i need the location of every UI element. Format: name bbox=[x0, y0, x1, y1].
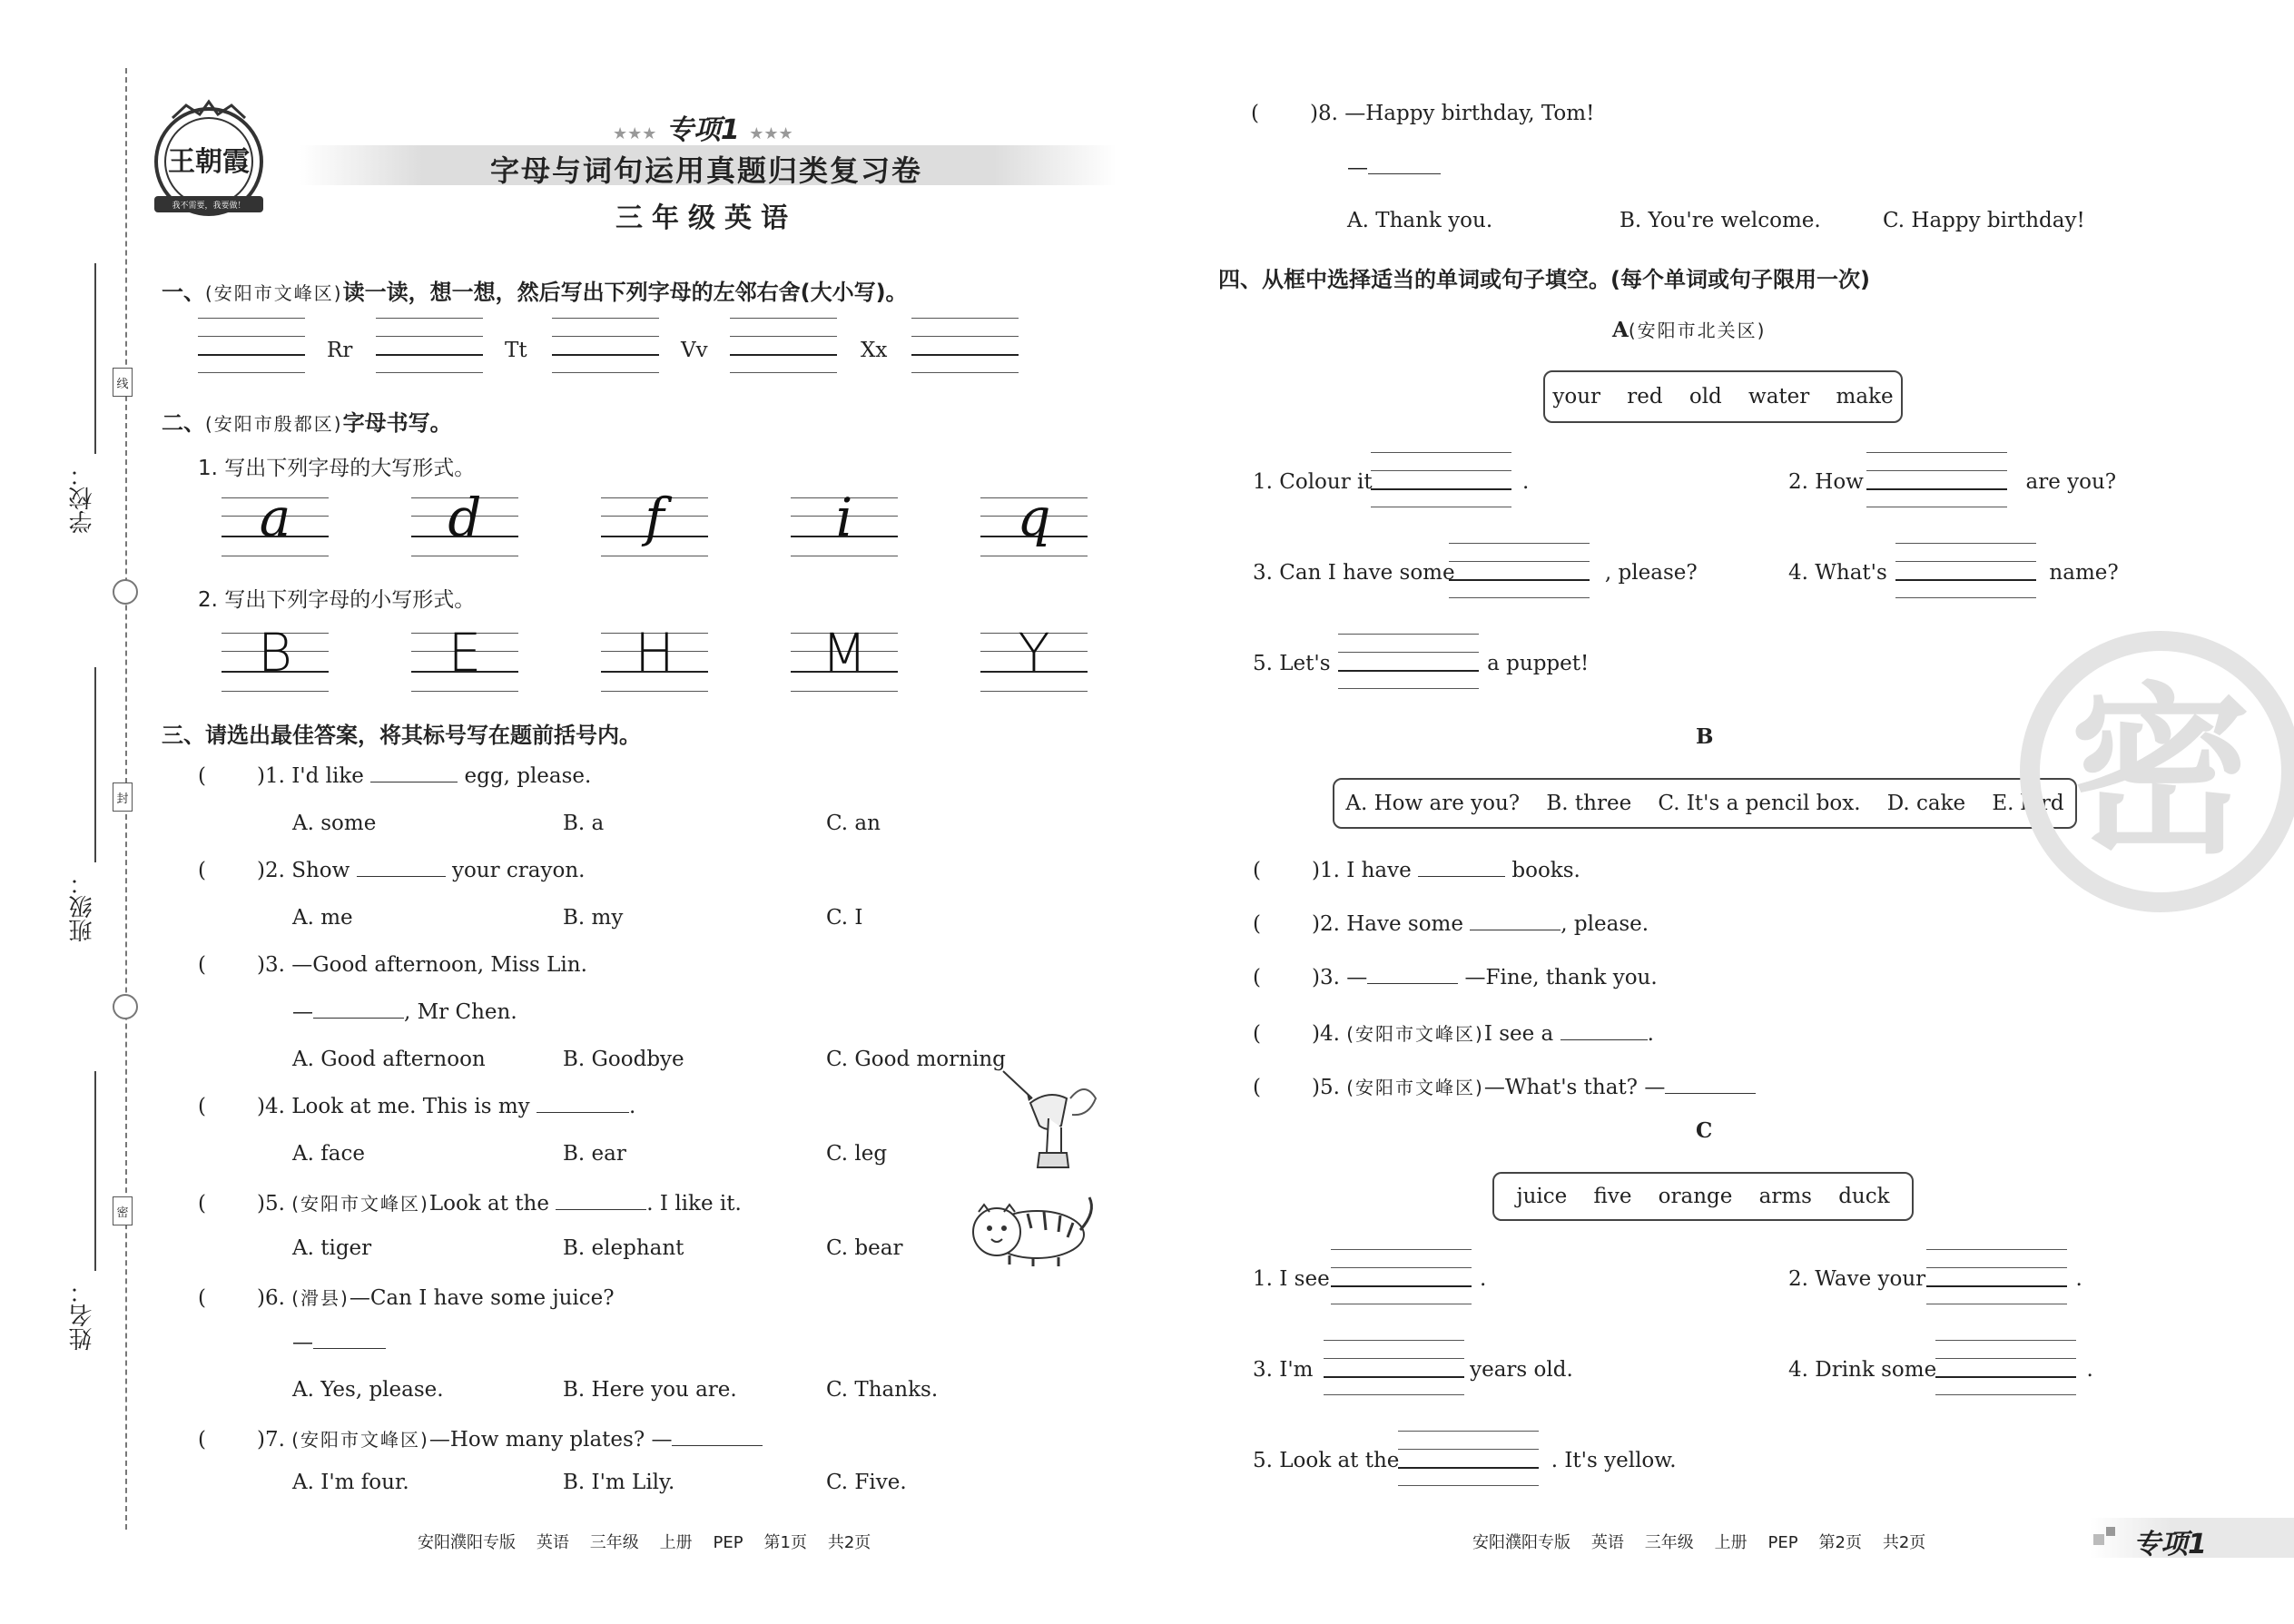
choice-item: ( )2. Have some , please. bbox=[1253, 912, 1649, 936]
question-7: ( )7. (安阳市文峰区)—How many plates? — bbox=[198, 1425, 763, 1452]
region-tag: (安阳市北关区) bbox=[1628, 320, 1767, 341]
letter-writing-lines[interactable]: Y bbox=[980, 633, 1088, 693]
option[interactable]: A. I'm four. bbox=[292, 1471, 409, 1494]
option[interactable]: A. Thank you. bbox=[1347, 209, 1493, 232]
choice-item: ( )4. (安阳市文峰区)I see a . bbox=[1253, 1022, 1654, 1046]
fill-item: 1. I see . bbox=[1253, 1267, 1487, 1291]
option[interactable]: A. some bbox=[292, 812, 377, 835]
name-label: 姓名： bbox=[69, 1280, 96, 1351]
star-icon: ★★★ bbox=[749, 124, 793, 143]
option[interactable]: A. Yes, please. bbox=[292, 1378, 444, 1402]
school-label: 学校： bbox=[69, 463, 96, 534]
margin-mark: 封 bbox=[113, 782, 133, 812]
region-tag: (安阳市文峰区) bbox=[291, 1193, 429, 1215]
question-2: ( )2. Show your crayon. bbox=[198, 859, 586, 882]
section2-instruction: 字母书写。 bbox=[342, 410, 452, 436]
region-tag: (安阳市殷都区) bbox=[205, 413, 343, 435]
section2-q1: 1. 写出下列字母的大写形式。 bbox=[198, 457, 476, 480]
answer-blank[interactable] bbox=[313, 1348, 386, 1349]
logo-subtext: 我不需要，我要做！ bbox=[172, 202, 246, 211]
series-heading bbox=[613, 107, 793, 147]
margin-hole-icon bbox=[113, 579, 138, 605]
fill-item: 2. How are you? bbox=[1788, 470, 2117, 494]
answer-blank[interactable] bbox=[556, 1209, 646, 1210]
badge-square-icon bbox=[2093, 1534, 2104, 1545]
leg-picture-icon bbox=[994, 1062, 1103, 1176]
logo-text: 王朝霞 bbox=[168, 146, 250, 178]
series-number: 1 bbox=[720, 114, 740, 146]
fill-item: 2. Wave your . bbox=[1788, 1267, 2082, 1291]
letter-writing-lines[interactable]: B bbox=[222, 633, 329, 693]
option[interactable]: C. Thanks. bbox=[826, 1378, 939, 1402]
class-underline bbox=[94, 667, 96, 862]
option[interactable]: C. I bbox=[826, 906, 863, 930]
section2-heading bbox=[162, 405, 452, 437]
answer-lines[interactable] bbox=[730, 318, 837, 372]
letter-pair: Vv bbox=[681, 339, 708, 362]
region-tag: (滑县) bbox=[291, 1287, 350, 1309]
section1-number: 一、 bbox=[162, 280, 205, 305]
option[interactable]: B. You're welcome. bbox=[1620, 209, 1821, 232]
letter-writing-lines[interactable]: i bbox=[791, 497, 898, 557]
paper-subtitle: 三年级英语 bbox=[615, 202, 797, 234]
school-underline bbox=[94, 263, 96, 454]
option[interactable]: A. face bbox=[292, 1142, 365, 1166]
star-icon: ★★★ bbox=[613, 124, 657, 143]
section3-heading: 三、请选出最佳答案，将其标号写在题前括号内。 bbox=[162, 723, 641, 748]
option[interactable]: C. leg bbox=[826, 1142, 888, 1166]
fill-item: 5. Look at the . It's yellow. bbox=[1253, 1449, 1677, 1472]
question-8: ( )8. —Happy birthday, Tom! bbox=[1251, 102, 1595, 125]
region-tag: (安阳市文峰区) bbox=[291, 1429, 429, 1451]
part-c-label: C bbox=[1696, 1118, 1713, 1143]
letter-pair: Tt bbox=[505, 339, 527, 362]
margin-mark: 线 bbox=[113, 368, 133, 397]
footer-badge bbox=[2090, 1518, 2294, 1558]
option-bank-b: A. How are you? B. three C. It's a pencil box. D. cake E. bird bbox=[1333, 778, 2077, 829]
option[interactable]: C. bear bbox=[826, 1236, 903, 1260]
section1-heading bbox=[162, 274, 908, 306]
option[interactable]: C. Five. bbox=[826, 1471, 907, 1494]
answer-lines[interactable] bbox=[552, 318, 659, 372]
tiger-picture-icon bbox=[964, 1185, 1100, 1271]
part-a-label: A(安阳市北关区) bbox=[1612, 318, 1767, 342]
option[interactable]: B. I'm Lily. bbox=[563, 1471, 675, 1494]
question-5: ( )5. (安阳市文峰区)Look at the . I like it. bbox=[198, 1192, 742, 1216]
section2-q2: 2. 写出下列字母的小写形式。 bbox=[198, 588, 476, 612]
fill-item: 1. Colour it . bbox=[1253, 470, 1530, 494]
question-1: ( )1. I'd like egg, please. bbox=[198, 764, 592, 788]
answer-blank[interactable] bbox=[1561, 1039, 1648, 1040]
fill-item: 3. Can I have some , please? bbox=[1253, 561, 1698, 585]
word-bank-a: your red old water make bbox=[1543, 370, 1903, 423]
answer-lines[interactable] bbox=[376, 318, 483, 372]
fill-item: 5. Let's a puppet! bbox=[1253, 652, 1590, 675]
choice-item: ( )5. (安阳市文峰区)—What's that? — bbox=[1253, 1073, 1756, 1099]
answer-blank[interactable] bbox=[672, 1445, 763, 1446]
answer-blank[interactable] bbox=[313, 1018, 404, 1019]
option[interactable]: C. Happy birthday! bbox=[1883, 209, 2085, 232]
fill-item: 4. Drink some . bbox=[1788, 1358, 2093, 1382]
margin-mark: 密 bbox=[113, 1196, 133, 1225]
margin-hole-icon bbox=[113, 994, 138, 1019]
section2-number: 二、 bbox=[162, 410, 205, 436]
letter-pair: Rr bbox=[327, 339, 353, 362]
letter-writing-lines[interactable]: f bbox=[601, 497, 708, 557]
answer-lines[interactable] bbox=[198, 318, 305, 372]
letter-writing-lines[interactable]: a bbox=[222, 497, 329, 557]
part-b-label: B bbox=[1696, 724, 1714, 749]
option[interactable]: B. elephant bbox=[563, 1236, 684, 1260]
answer-blank[interactable] bbox=[357, 876, 446, 877]
section1-instruction: 读一读，想一想，然后写出下列字母的左邻右舍(大小写)。 bbox=[342, 280, 908, 305]
answer-blank[interactable] bbox=[1367, 983, 1458, 984]
option[interactable]: C. an bbox=[826, 812, 881, 835]
section4-heading: 四、从框中选择适当的单词或句子填空。(每个单词或句子限用一次) bbox=[1218, 267, 1870, 292]
letter-writing-lines[interactable]: H bbox=[601, 633, 708, 693]
paper-title: 字母与词句运用真题归类复习卷 bbox=[490, 153, 923, 188]
question-8-reply: — bbox=[1347, 156, 1441, 180]
letter-writing-lines[interactable]: E bbox=[411, 633, 518, 693]
fill-item: 3. I'm years old. bbox=[1253, 1358, 1573, 1382]
option[interactable]: B. a bbox=[563, 812, 605, 835]
question-3-reply: — , Mr Chen. bbox=[292, 1000, 517, 1024]
choice-item: ( )1. I have books. bbox=[1253, 859, 1580, 882]
confidential-stamp: 密 bbox=[2020, 631, 2294, 912]
footer-badge-text: 专项1 bbox=[2133, 1529, 2207, 1560]
option[interactable]: B. Goodbye bbox=[563, 1048, 684, 1071]
answer-blank[interactable] bbox=[1368, 173, 1441, 174]
footer-left: 安阳濮阳专版 英语 三年级 上册 PEP 第1页 共2页 bbox=[418, 1533, 871, 1552]
letter-pair: Xx bbox=[861, 339, 888, 362]
option[interactable]: A. tiger bbox=[292, 1236, 372, 1260]
question-4: ( )4. Look at me. This is my . bbox=[198, 1095, 636, 1118]
answer-blank[interactable] bbox=[1418, 876, 1505, 877]
answer-blank[interactable] bbox=[1665, 1093, 1756, 1094]
question-6-reply: — bbox=[292, 1331, 386, 1354]
region-tag: (安阳市文峰区) bbox=[205, 282, 343, 304]
series-label: 专项 bbox=[665, 114, 721, 146]
question-3: ( )3. —Good afternoon, Miss Lin. bbox=[198, 953, 587, 977]
option[interactable]: B. ear bbox=[563, 1142, 626, 1166]
letter-writing-lines[interactable]: d bbox=[411, 497, 518, 557]
region-tag: (安阳市文峰区) bbox=[1346, 1023, 1484, 1045]
name-underline bbox=[94, 1071, 96, 1271]
question-6: ( )6. (滑县)—Can I have some juice? bbox=[198, 1286, 615, 1310]
letter-writing-lines[interactable]: q bbox=[980, 497, 1088, 557]
fill-item: 4. What's name? bbox=[1788, 561, 2119, 585]
option[interactable]: A. me bbox=[292, 906, 353, 930]
badge-square-icon bbox=[2106, 1527, 2115, 1536]
word-bank-c: juice five orange arms duck bbox=[1492, 1172, 1914, 1221]
option[interactable]: A. Good afternoon bbox=[292, 1048, 486, 1071]
answer-lines[interactable] bbox=[911, 318, 1019, 372]
option[interactable]: C. Good morning bbox=[826, 1048, 1006, 1071]
footer-right: 安阳濮阳专版 英语 三年级 上册 PEP 第2页 共2页 bbox=[1472, 1533, 1926, 1552]
class-label: 班级： bbox=[69, 871, 96, 942]
letter-writing-lines[interactable]: M bbox=[791, 633, 898, 693]
publisher-logo-icon bbox=[145, 98, 277, 221]
answer-blank[interactable] bbox=[537, 1112, 629, 1113]
choice-item: ( )3. — —Fine, thank you. bbox=[1253, 966, 1658, 989]
region-tag: (安阳市文峰区) bbox=[1346, 1077, 1484, 1098]
option[interactable]: B. Here you are. bbox=[563, 1378, 737, 1402]
option[interactable]: B. my bbox=[563, 906, 624, 930]
